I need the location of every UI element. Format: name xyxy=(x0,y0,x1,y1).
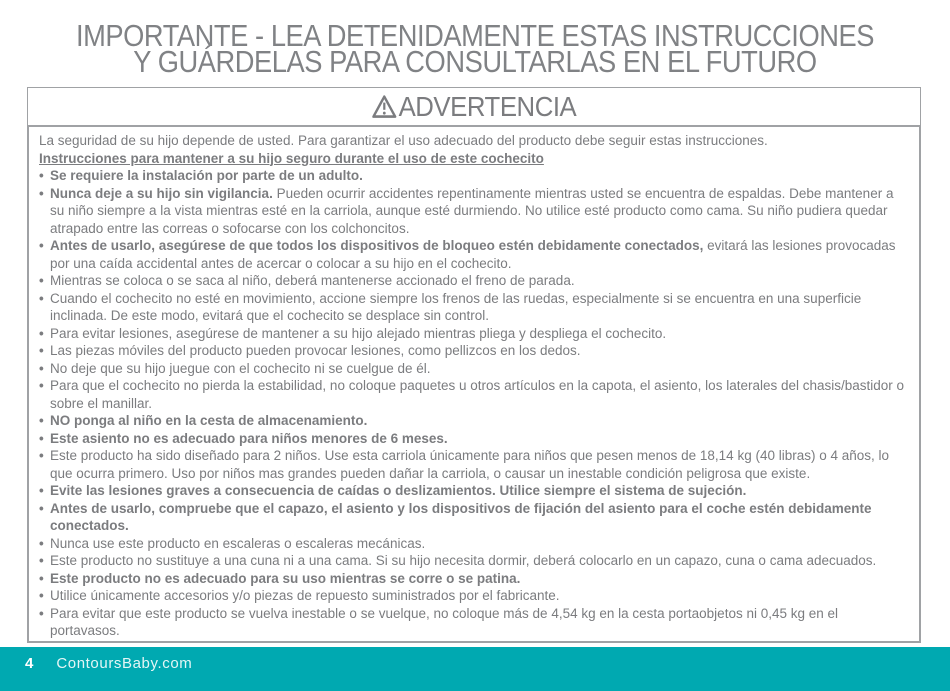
bullet-text-bold: Este producto no es adecuado para su uso mientras se corre o se patina. xyxy=(50,570,521,586)
warning-bullet xyxy=(39,290,911,325)
bullet-marker: • xyxy=(39,360,44,376)
warning-header-box xyxy=(27,87,921,126)
footer-bar xyxy=(0,647,950,691)
warning-bullet xyxy=(39,535,911,553)
bullet-text-normal: Pueden ocurrir accidentes repentinamente mientras usted se encuentra de espaldas. Debe mantener a su niño siempre a la vista mientras esté en la carriola, aunque esté durmiendo. No utilice esté producto como cama. Su niño pudiera quedar atrapado entre las correas o sofocarse con los colchoncitos. xyxy=(50,185,894,236)
warning-bullet xyxy=(39,447,911,482)
page-title-line2: Y GUÁRDELAS PARA CONSULTARLAS EN EL FUTURO xyxy=(133,44,817,79)
bullet-marker: • xyxy=(39,273,44,288)
section-subheading: Instrucciones para mantener a su hijo seguro durante el uso de este cochecito xyxy=(39,150,544,166)
warning-triangle-icon xyxy=(372,94,397,119)
bullet-marker: • xyxy=(39,290,44,306)
warning-title: ADVERTENCIA xyxy=(398,90,577,122)
website-text: ContoursBaby.com xyxy=(56,655,193,672)
warning-bullet xyxy=(39,412,911,430)
bullet-text-normal: No deje que su hijo juegue con el cochecito ni se cuelgue de él. xyxy=(50,360,431,376)
bullet-text-normal: Para evitar que este producto se vuelva inestable o se vuelque, no coloque más de 4,54 kg en la cesta portaobjetos ni 0,45 kg en el portavasos. xyxy=(50,605,839,638)
bullet-marker: • xyxy=(39,343,44,358)
bullet-marker: • xyxy=(39,553,44,568)
bullet-text-normal: Las piezas móviles del producto pueden provocar lesiones, como pellizcos en los dedos. xyxy=(50,343,581,358)
bullet-marker: • xyxy=(39,430,44,446)
warning-bullet xyxy=(39,185,911,238)
bullet-marker: • xyxy=(39,448,44,463)
bullet-marker: • xyxy=(39,238,44,253)
bullet-text-normal: evitará las lesiones provocadas por una caída accidental antes de acercar o colocar a su hijo en el cochecito. xyxy=(50,238,896,271)
bullet-text-normal: Para evitar lesiones, asegúrese de mantener a su hijo alejado mientras pliega y despliega el cochecito. xyxy=(50,325,667,341)
bullet-marker: • xyxy=(39,483,44,498)
warning-bullet-list xyxy=(39,167,911,640)
bullet-text-normal: Mientras se coloca o se saca al niño, deberá mantenerse accionado el freno de parada. xyxy=(50,273,575,288)
bullet-text-normal: Utilice únicamente accesorios y/o piezas de repuesto suministrados por el fabricante. xyxy=(50,588,560,603)
page-number: 4 xyxy=(25,655,34,672)
bullet-text-bold: NO ponga al niño en la cesta de almacenamiento. xyxy=(50,413,368,428)
bullet-marker: • xyxy=(39,588,44,603)
bullet-marker: • xyxy=(39,378,44,393)
bullet-marker: • xyxy=(39,168,44,183)
bullet-text-normal: Para que el cochecito no pierda la estabilidad, no coloque paquetes u otros artículos en la capota, el asiento, los laterales del chasis/bastidor o sobre el manillar. xyxy=(50,378,905,411)
page-title xyxy=(57,18,893,79)
bullet-text-bold: Se requiere la instalación por parte de un adulto. xyxy=(50,168,363,183)
bullet-text-normal: Cuando el cochecito no esté en movimiento, accione siempre los frenos de las ruedas, especialmente si se encuentra en una superficie inclinada. De este modo, evitará que el cochecito se desplace sin control. xyxy=(50,290,862,323)
warning-bullet xyxy=(39,570,911,588)
bullet-marker: • xyxy=(39,413,44,428)
bullet-text-bold: Antes de usarlo, compruebe que el capazo, el asiento y los dispositivos de fijación del asiento para el coche estén debidamente conectados. xyxy=(50,500,872,533)
warning-bullet xyxy=(39,325,911,343)
bullet-marker: • xyxy=(39,570,44,586)
warning-bullet xyxy=(39,237,911,272)
bullet-text-bold: Antes de usarlo, asegúrese de que todos los dispositivos de bloqueo estén debidamente conectados, xyxy=(50,238,708,253)
bullet-text-bold: Nunca deje a su hijo sin vigilancia. xyxy=(50,185,277,201)
warning-bullet xyxy=(39,167,911,185)
intro-text: La seguridad de su hijo depende de usted. Para garantizar el uso adecuado del producto debe seguir estas instrucciones. xyxy=(39,133,768,148)
warning-bullet xyxy=(39,430,911,448)
warning-bullet xyxy=(39,605,911,640)
warning-bullet xyxy=(39,552,911,570)
warning-bullet xyxy=(39,360,911,378)
bullet-text-bold: Evite las lesiones graves a consecuencia de caídas o deslizamientos. Utilice siempre el sistema de sujeción. xyxy=(50,483,747,498)
bullet-text-normal: Este producto no sustituye a una cuna ni a una cama. Si su hijo necesita dormir, deberá colocarlo en un capazo, cuna o cama adecuados. xyxy=(50,553,877,568)
warning-bullet xyxy=(39,587,911,605)
bullet-marker: • xyxy=(39,325,44,341)
bullet-text-normal: Este producto ha sido diseñado para 2 niños. Use esta carriola únicamente para niños que pesen menos de 18,14 kg (40 libras) o 4 años, lo que ocurra primero. Uso por niños mas grandes pueden dañar la carriola, o causar un inestable condición peligrosa que existe. xyxy=(50,448,890,481)
bullet-text-bold: Este asiento no es adecuado para niños menores de 6 meses. xyxy=(50,430,448,446)
bullet-marker: • xyxy=(39,535,44,551)
warning-heading xyxy=(372,91,576,123)
warning-bullet xyxy=(39,500,911,535)
warning-bullet xyxy=(39,342,911,360)
warning-bullet xyxy=(39,377,911,412)
bullet-marker: • xyxy=(39,185,44,201)
bullet-text-normal: Nunca use este producto en escaleras o escaleras mecánicas. xyxy=(50,535,426,551)
warning-content-box xyxy=(27,126,921,643)
warning-bullet xyxy=(39,482,911,500)
bullet-marker: • xyxy=(39,500,44,516)
page-title-line1: IMPORTANTE - LEA DETENIDAMENTE ESTAS INSTRUCCIONES xyxy=(75,18,875,53)
bullet-marker: • xyxy=(39,605,44,621)
warning-bullet xyxy=(39,272,911,290)
